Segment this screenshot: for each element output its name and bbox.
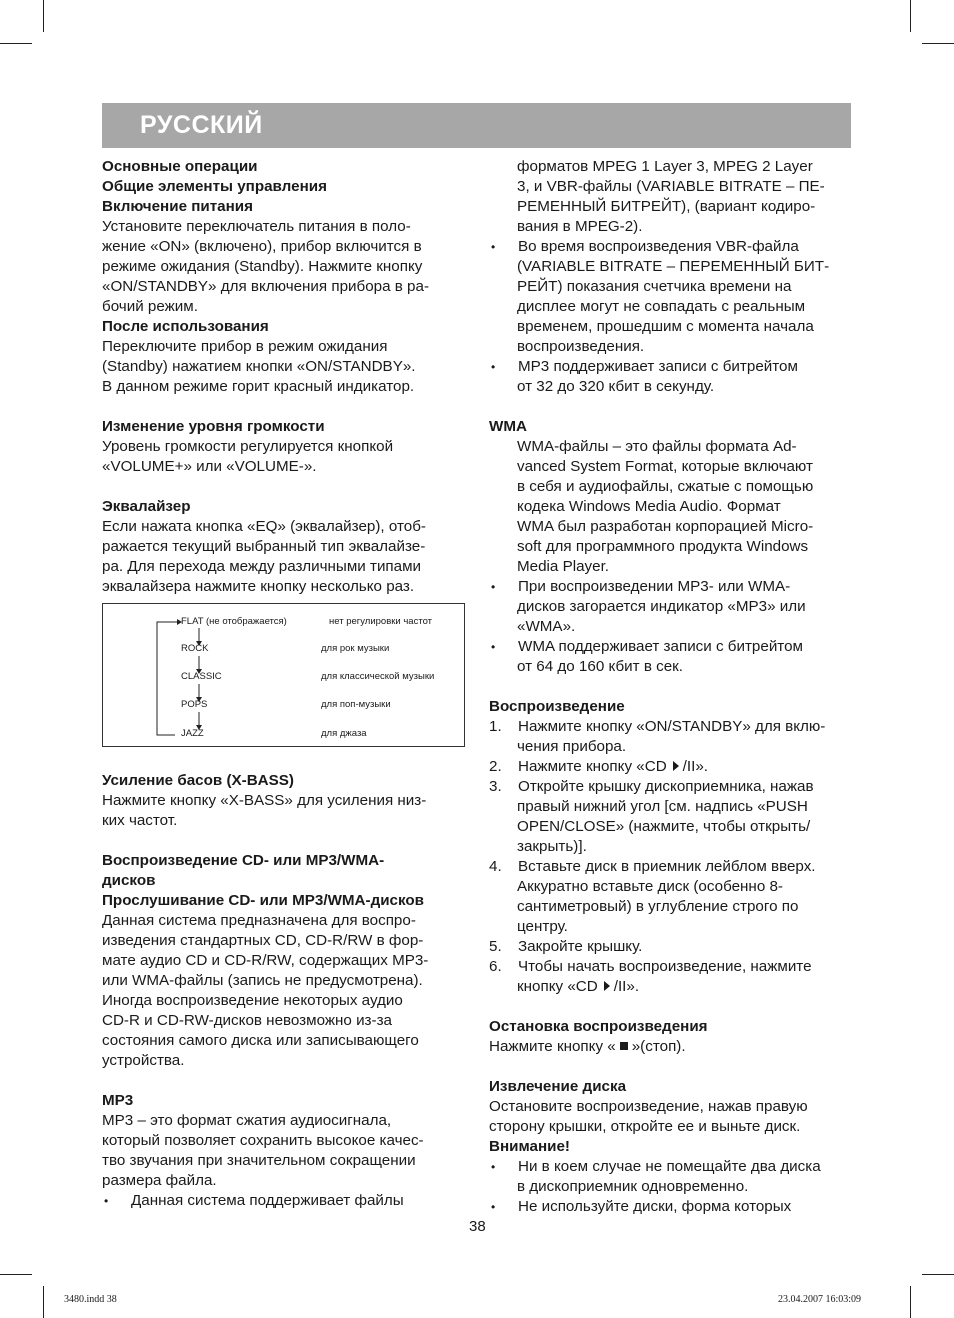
spacer (489, 677, 855, 697)
text-line: В данном режиме горит красный индикатор. (102, 378, 415, 395)
step-number: 4. (489, 858, 502, 875)
step-item (489, 757, 855, 777)
bullet-icon: • (104, 1194, 109, 1208)
crop-mark (43, 1286, 44, 1318)
text-line: soft для программного продукта Windows (517, 538, 809, 555)
bullet-item (489, 1197, 855, 1217)
text-line: дисплее могут не совпадать с реальным (517, 298, 806, 315)
text-line (489, 977, 855, 997)
text-line: бочий режим. (102, 298, 198, 315)
text-line: мате аудио CD и CD-R/RW, содержащих MP3- (102, 952, 429, 969)
crop-mark (910, 0, 911, 32)
step-item (489, 957, 855, 977)
text-line: MP3 – это формат сжатия аудиосигнала, (102, 1112, 392, 1129)
crop-mark (0, 43, 32, 44)
text-line: «ON/STANDBY» для включения прибора в ра- (102, 278, 430, 295)
text-line: Данная система поддерживает файлы (131, 1192, 404, 1209)
text-line: кнопку «CD (517, 978, 598, 995)
text-line: от 32 до 320 кбит в секунду. (517, 378, 715, 395)
spacer (489, 1057, 855, 1077)
text-line: Ни в коем случае не помещайте два диска (518, 1158, 821, 1175)
step-number: 5. (489, 938, 502, 955)
text-line: Нажмите кнопку « (489, 1038, 616, 1055)
eq-mode-label: CLASSIC (181, 671, 222, 682)
language-banner (102, 103, 851, 148)
bullet-item (489, 637, 855, 657)
crop-mark (922, 43, 954, 44)
text-line: »(стоп). (631, 1038, 686, 1055)
text-line: сторону крышки, откройте ее и выньте диск. (489, 1118, 801, 1135)
eq-mode-label: JAZZ (181, 728, 204, 739)
text-line: ких частот. (102, 812, 178, 829)
section-heading: Изменение уровня громкости (102, 418, 325, 435)
bullet-item (102, 1191, 467, 1211)
text-line: временем, прошедшим с момента начала (517, 318, 814, 335)
section-heading: Включение питания (102, 198, 253, 215)
text-line: Установите переключатель питания в поло- (102, 218, 411, 235)
crop-mark (43, 0, 44, 32)
eq-mode-label: ROCK (181, 643, 209, 654)
text-line: от 64 до 160 кбит в сек. (517, 658, 684, 675)
step-number: 3. (489, 778, 502, 795)
section-heading: Извлечение диска (489, 1078, 627, 1095)
text-line: Нажмите кнопку «ON/STANDBY» для вклю- (518, 718, 826, 735)
page-title: РУССКИЙ (140, 111, 263, 139)
text-line: MP3 поддерживает записи с битрейтом (518, 358, 798, 375)
eq-mode-desc: нет регулировки частот (329, 616, 432, 627)
text-line: воспроизведения. (517, 338, 645, 355)
step-item (489, 777, 855, 797)
section-heading: Общие элементы управления (102, 178, 327, 195)
step-item (489, 717, 855, 737)
text-line: Чтобы начать воспроизведение, нажмите (518, 958, 812, 975)
left-column (102, 157, 467, 1211)
text-line: устройства. (102, 1052, 185, 1069)
text-line: РЕЙТ) показания счетчика времени на (517, 278, 792, 295)
page-number: 38 (469, 1218, 486, 1235)
eq-mode-desc: для классической музыки (321, 671, 435, 682)
text-line: 3, и VBR-файлы (VARIABLE BITRATE – ПЕ- (517, 178, 825, 195)
section-heading: Прослушивание CD- или MP3/WMA-дисков (102, 892, 425, 909)
stop-icon (620, 1042, 628, 1050)
text-line: жение «ON» (включено), прибор включится в (102, 238, 422, 255)
bullet-icon: • (491, 1200, 496, 1214)
text-line: сантиметровый) в углубление строго по (517, 898, 799, 915)
text-line: закрыть)]. (517, 838, 587, 855)
right-column (489, 157, 855, 1217)
text-line: Остановите воспроизведение, нажав правую (489, 1098, 808, 1115)
text-line: WMA был разработан корпорацией Micro- (517, 518, 814, 535)
text-line: Уровень громкости регулируется кнопкой (102, 438, 394, 455)
eq-mode-label: POPS (181, 699, 208, 710)
text-line: «WMA». (517, 618, 576, 635)
text-line: Нажмите кнопку «CD (518, 758, 667, 775)
text-line: vanced System Format, которые включают (517, 458, 813, 475)
text-line: кодека Windows Media Audio. Формат (517, 498, 781, 515)
text-line: Переключите прибор в режим ожидания (102, 338, 388, 355)
text-line: (Standby) нажатием кнопки «ON/STANDBY». (102, 358, 416, 375)
bullet-icon: • (491, 360, 496, 374)
section-heading: Воспроизведение CD- или MP3/WMA- (102, 852, 385, 869)
crop-mark (910, 1286, 911, 1318)
spacer (489, 397, 855, 417)
text-line: Не используйте диски, форма которых (518, 1198, 792, 1215)
text-line: правый нижний угол [см. надпись «PUSH (517, 798, 808, 815)
section-heading: Эквалайзер (102, 498, 191, 515)
text-line: вания в MPEG-2). (517, 218, 643, 235)
text-line: Иногда воспроизведение некоторых аудио (102, 992, 403, 1009)
text-line: ра. Для перехода между различными типами (102, 558, 422, 575)
section-heading: дисков (102, 872, 156, 889)
text-line: РЕМЕННЫЙ БИТРЕЙТ), (вариант кодиро- (517, 198, 816, 215)
section-heading: Усиление басов (X-BASS) (102, 772, 294, 789)
section-heading: Остановка воспроизведения (489, 1018, 708, 1035)
text-line: WMA-файлы – это файлы формата Ad- (517, 438, 797, 455)
bullet-icon: • (491, 640, 496, 654)
play-icon (604, 981, 610, 991)
play-icon (673, 761, 679, 771)
spacer (489, 997, 855, 1017)
text-line: (VARIABLE BITRATE – ПЕРЕМЕННЫЙ БИТ- (517, 258, 830, 275)
step-number: 1. (489, 718, 502, 735)
section-heading: Основные операции (102, 158, 258, 175)
text-line: тво звучания при значительном сокращении (102, 1152, 416, 1169)
text-line: дисков загорается индикатор «MP3» или (517, 598, 806, 615)
text-line: в себя и аудиофайлы, сжатые с помощью (517, 478, 814, 495)
section-heading: После использования (102, 318, 269, 335)
text-line: Media Player. (517, 558, 610, 575)
text-line: режиме ожидания (Standby). Нажмите кнопку (102, 258, 423, 275)
print-file-label: 3480.indd 38 (64, 1294, 117, 1305)
text-line: /II». (682, 758, 708, 775)
step-item (489, 937, 855, 957)
eq-mode-desc: для поп-музыки (321, 699, 391, 710)
spacer (102, 831, 467, 851)
spacer (102, 1071, 467, 1091)
text-line: WMA поддерживает записи с битрейтом (518, 638, 803, 655)
text-line: чения прибора. (517, 738, 627, 755)
step-number: 6. (489, 958, 502, 975)
text-line (489, 1037, 855, 1057)
text-line: Нажмите кнопку «X-BASS» для усиления низ- (102, 792, 427, 809)
text-line: /II». (613, 978, 640, 995)
eq-mode-desc: для рок музыки (321, 643, 390, 654)
warning-heading: Внимание! (489, 1138, 570, 1155)
text-line: размера файла. (102, 1172, 217, 1189)
bullet-item (489, 357, 855, 377)
text-line: центру. (517, 918, 568, 935)
loop-line (157, 622, 177, 735)
text-line: который позволяет сохранить высокое качес- (102, 1132, 424, 1149)
bullet-icon: • (491, 580, 496, 594)
section-heading: WMA (489, 418, 527, 435)
text-line: OPEN/CLOSE» (нажмите, чтобы открыть/ (517, 818, 811, 835)
bullet-icon: • (491, 240, 496, 254)
bullet-item (489, 1157, 855, 1177)
eq-mode-desc: для джаза (321, 728, 367, 739)
text-line: Закройте крышку. (518, 938, 643, 955)
text-line: Вставьте диск в приемник лейблом вверх. (518, 858, 816, 875)
text-line: в дископриемник одновременно. (517, 1178, 749, 1195)
section-heading: Воспроизведение (489, 698, 625, 715)
section-heading: MP3 (102, 1092, 134, 1109)
bullet-item (489, 577, 855, 597)
text-line: CD-R и CD-RW-дисков невозможно из-за (102, 1012, 392, 1029)
bullet-icon: • (491, 1160, 496, 1174)
spacer (102, 397, 467, 417)
text-line: Во время воспроизведения VBR-файла (518, 238, 799, 255)
step-number: 2. (489, 758, 502, 775)
eq-mode-label: FLAT (не отображается) (181, 616, 287, 627)
text-line: «VOLUME+» или «VOLUME-». (102, 458, 317, 475)
text-line: ражается текущий выбранный тип эквалайзе- (102, 538, 426, 555)
text-line: изведения стандартных CD, CD-R/RW в фор- (102, 932, 424, 949)
eq-diagram (102, 603, 465, 747)
text-line: эквалайзера нажмите кнопку несколько раз. (102, 578, 415, 595)
bullet-item (489, 237, 855, 257)
text-line: Данная система предназначена для воспро- (102, 912, 416, 929)
text-line: Если нажата кнопка «EQ» (эквалайзер), отоб- (102, 518, 426, 535)
print-timestamp: 23.04.2007 16:03:09 (778, 1294, 862, 1305)
text-line: При воспроизведении MP3- или WMA- (518, 578, 791, 595)
crop-mark (0, 1274, 32, 1275)
text-line: Откройте крышку дископриемника, нажав (518, 778, 814, 795)
text-line: Аккуратно вставьте диск (особенно 8- (517, 878, 783, 895)
spacer (102, 477, 467, 497)
crop-mark (922, 1274, 954, 1275)
step-item (489, 857, 855, 877)
text-line: форматов MPEG 1 Layer 3, MPEG 2 Layer (517, 158, 813, 175)
text-line: или WMA-файлы (запись не предусмотрена). (102, 972, 423, 989)
text-line: состояния самого диска или записывающего (102, 1032, 419, 1049)
